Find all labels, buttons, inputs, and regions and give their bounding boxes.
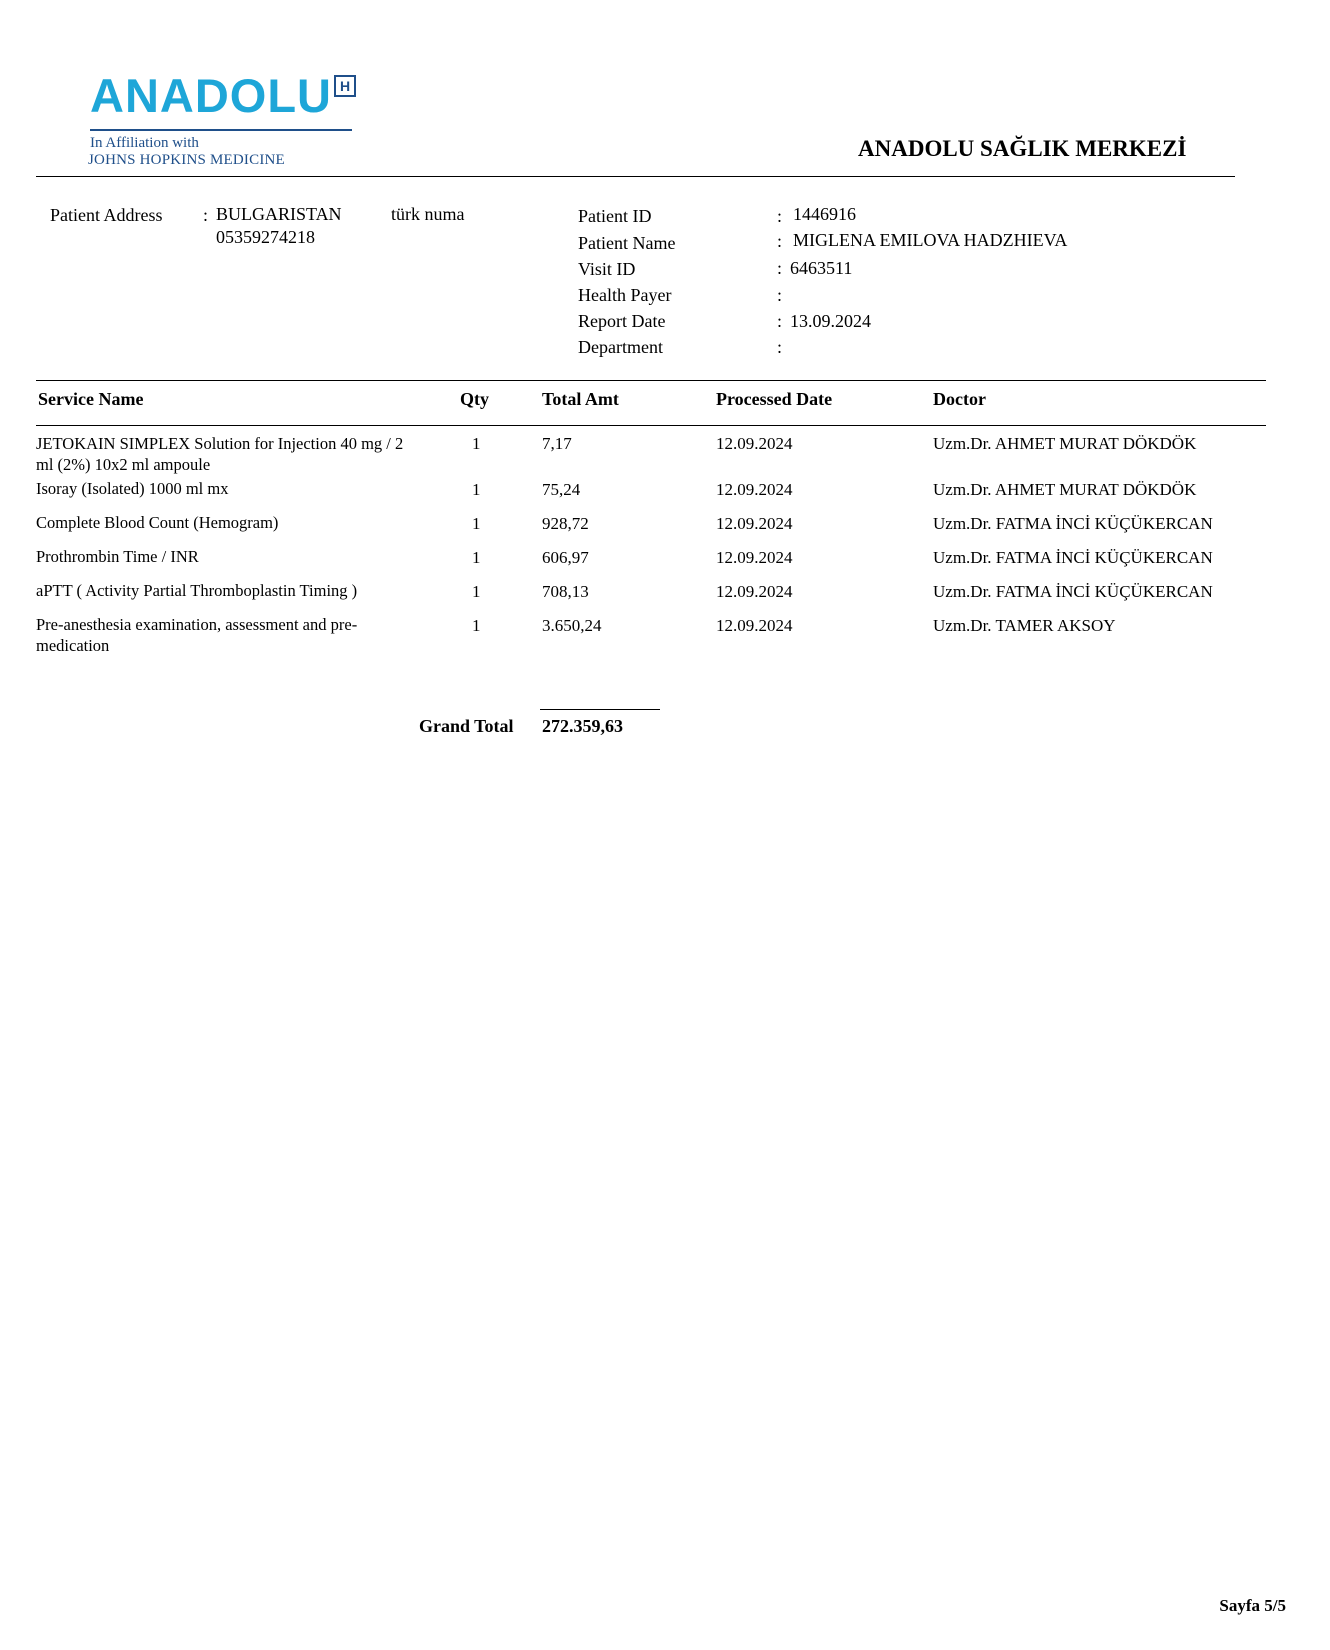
service-name: aPTT ( Activity Partial Thromboplastin Timing ): [36, 581, 358, 600]
total-amount: 606,97: [542, 548, 589, 567]
address-line2: 05359274218: [216, 227, 315, 247]
address-line1: BULGARISTAN: [216, 204, 342, 224]
total-amount: 75,24: [542, 480, 581, 499]
visit-id-label: Visit ID: [578, 259, 636, 279]
qty: 1: [472, 582, 481, 601]
total-amount: 708,13: [542, 582, 589, 601]
address-colon: :: [203, 205, 209, 225]
service-name: JETOKAIN SIMPLEX Solution for Injection 40 mg / 2 ml (2%) 10x2 ml ampoule: [36, 434, 404, 474]
logo-partner: JOHNS HOPKINS MEDICINE: [88, 152, 285, 168]
department-label: Department: [578, 337, 663, 357]
processed-date: 12.09.2024: [716, 616, 793, 635]
doctor: Uzm.Dr. AHMET MURAT DÖKDÖK: [933, 480, 1197, 499]
health-payer-colon: :: [777, 285, 783, 305]
total-amount: 928,72: [542, 514, 589, 533]
health-payer-label: Health Payer: [578, 285, 672, 305]
patient-id-label: Patient ID: [578, 206, 652, 226]
report-date-label: Report Date: [578, 311, 666, 331]
logo-wordmark: ANADOLU: [90, 69, 332, 122]
doctor: Uzm.Dr. FATMA İNCİ KÜÇÜKERCAN: [933, 548, 1213, 567]
address-label: Patient Address: [50, 205, 163, 225]
qty: 1: [472, 548, 481, 567]
service-name: Complete Blood Count (Hemogram): [36, 513, 279, 532]
processed-date: 12.09.2024: [716, 548, 793, 567]
patient-name-label: Patient Name: [578, 233, 676, 253]
doctor: Uzm.Dr. AHMET MURAT DÖKDÖK: [933, 434, 1197, 453]
service-name: Prothrombin Time / INR: [36, 547, 199, 566]
page-number: Sayfa 5/5: [1219, 1596, 1286, 1615]
header-processed-date: Processed Date: [716, 389, 833, 409]
processed-date: 12.09.2024: [716, 514, 793, 533]
total-rule: [540, 709, 660, 710]
report-date-colon: :: [777, 311, 783, 331]
visit-id-value: 6463511: [790, 258, 853, 278]
total-amount: 7,17: [542, 434, 572, 453]
logo-divider: [90, 129, 352, 131]
grand-total-label: Grand Total: [419, 716, 514, 736]
header-qty: Qty: [460, 389, 489, 409]
logo-affiliation: In Affiliation with: [90, 135, 199, 151]
service-name: Pre-anesthesia examination, assessment and pre-medication: [36, 615, 358, 655]
header-divider: [36, 176, 1235, 177]
visit-id-colon: :: [777, 258, 783, 278]
patient-name-colon: :: [777, 231, 783, 251]
report-date-value: 13.09.2024: [790, 311, 871, 331]
doctor: Uzm.Dr. FATMA İNCİ KÜÇÜKERCAN: [933, 582, 1213, 601]
doctor: Uzm.Dr. FATMA İNCİ KÜÇÜKERCAN: [933, 514, 1213, 533]
hospital-h-icon: H: [334, 75, 356, 97]
qty: 1: [472, 514, 481, 533]
processed-date: 12.09.2024: [716, 434, 793, 453]
qty: 1: [472, 480, 481, 499]
header-total-amt: Total Amt: [542, 389, 619, 409]
page-title: ANADOLU SAĞLIK MERKEZİ: [858, 136, 1187, 161]
service-name: Isoray (Isolated) 1000 ml mx: [36, 479, 229, 498]
patient-name-value: MIGLENA EMILOVA HADZHIEVA: [793, 230, 1068, 250]
address-line1-extra: türk numa: [391, 204, 465, 224]
header-service-name: Service Name: [38, 389, 144, 409]
processed-date: 12.09.2024: [716, 582, 793, 601]
table-header-rule: [36, 425, 1266, 426]
patient-id-colon: :: [777, 206, 783, 226]
grand-total-value: 272.359,63: [542, 716, 623, 736]
qty: 1: [472, 434, 481, 453]
doctor: Uzm.Dr. TAMER AKSOY: [933, 616, 1116, 635]
qty: 1: [472, 616, 481, 635]
patient-id-value: 1446916: [793, 204, 856, 224]
total-amount: 3.650,24: [542, 616, 602, 635]
department-colon: :: [777, 337, 783, 357]
table-top-rule: [36, 380, 1266, 381]
processed-date: 12.09.2024: [716, 480, 793, 499]
header-doctor: Doctor: [933, 389, 986, 409]
